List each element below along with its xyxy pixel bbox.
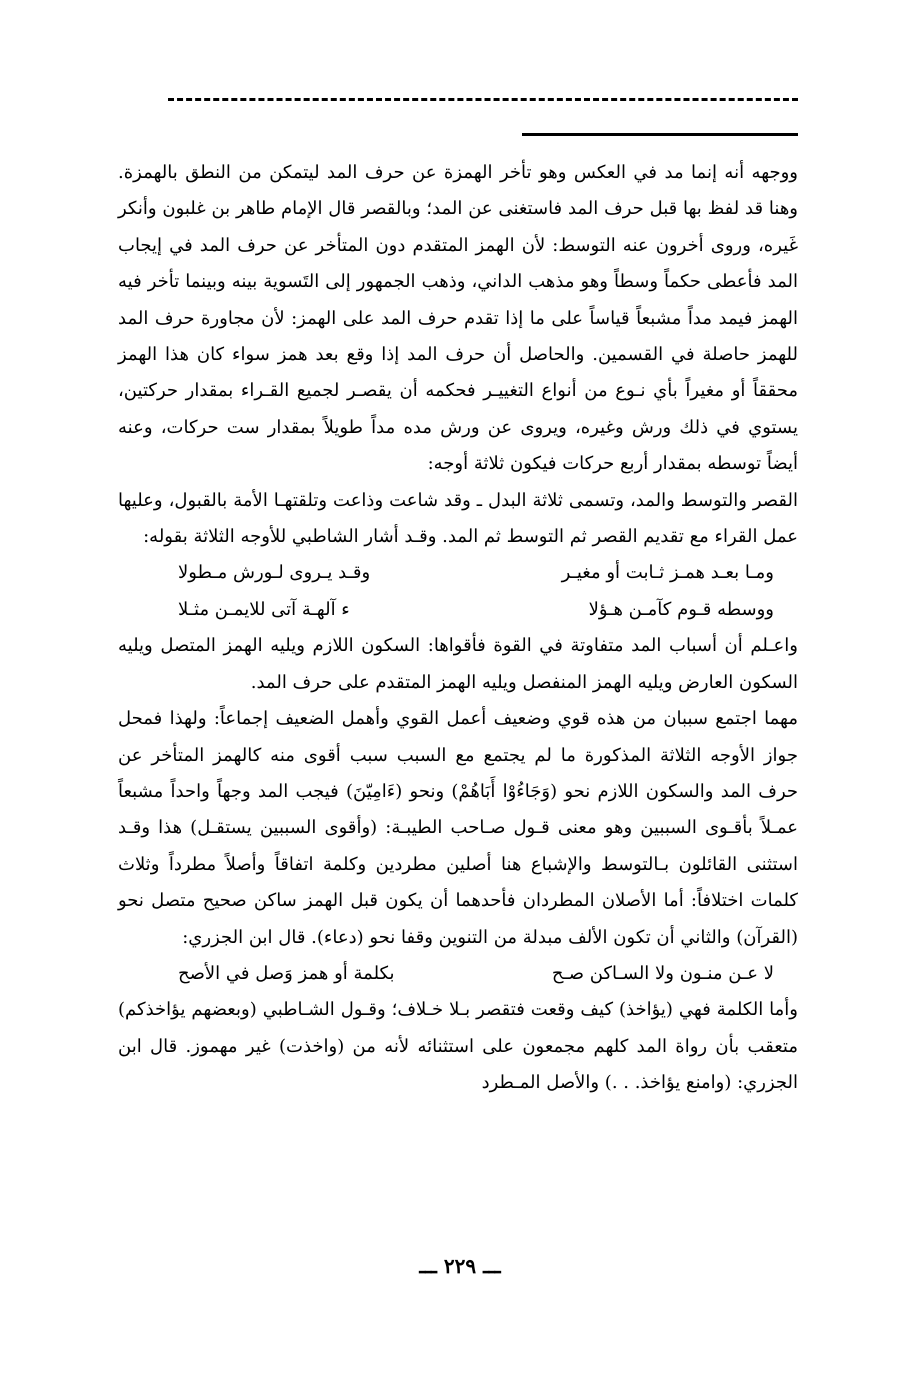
paragraph-3: واعـلم أن أسباب المد متفاوتة في القوة فأقواها: السكون اللازم ويليه الهمز المتصل ويليه السكون العارض ويليه الهمز المنفصل ويليه الهمز المتقدم على حرف المد. (118, 635, 798, 693)
body-text (118, 155, 798, 1102)
header-dashed-line (168, 98, 798, 101)
verse-line-3 (118, 956, 798, 992)
verse-2-left-hemistich: ء آلهـة آتى للايمـن مثـلا (178, 598, 350, 620)
paragraph-1: ووجهه أنه إنما مد في العكس وهو تأخر الهمزة عن حرف المد ليتمكن من النطق بالهمزة. وهنا قد لفظ بها قبل حرف المد فاستغنى عن المد؛ وبالقصر قال الإمام طاهر بن غلبون وأنكر غَيره، وروى أخرون عنه التوسط: لأن الهمز المتقدم دون المتأخر عن حرف المد في إيجاب المد فأعطى حكماً وسطاً وهو مذهب الداني، وذهب الجمهور إلى التَسوية بينه وبينما تأخر فيه الهمز فيمد مداً مشبعاً قياساً على ما إذا تقدم حرف المد على الهمز: لأن مجاورة حرف المد للهمز حاصلة في القسمين. والحاصل أن حرف المد إذا وقع بعد همز سواء كان هذا الهمز محققاً أو مغيراً بأي نـوع من أنواع التغييـر فحكمه أن يقصـر لجميع القـراء بمقدار حركتين، يستوي في ذلك ورش وغيره، ويروى عن ورش مده مداً طويلاً بمقدار ست حركات، وعنه أيضاً توسطه بمقدار أربع حركات فيكون ثلاثة أوجه: (118, 162, 798, 475)
verse-line-2 (118, 592, 798, 628)
page-number: ـــ ٢٢٩ ـــ (419, 1254, 501, 1278)
verse-1-left-hemistich: وقـد يـروى لـورش مـطولا (178, 562, 371, 584)
verse-3-left-hemistich: بكلمة أو همز وَصل في الأصح (178, 962, 395, 984)
paragraph-2: القصر والتوسط والمد، وتسمى ثلاثة البدل ـ وقد شاعت وذاعت وتلقتهـا الأمة بالقبول، وعليها عمل القراء مع تقديم القصر ثم التوسط ثم المد. وقـد أشار الشاطبي للأوجه الثلاثة بقوله: (118, 489, 798, 548)
paragraph-5: وأما الكلمة فهي (يؤاخذ) كيف وقعت فتقصر بـلا خـلاف؛ وقـول الشـاطبي (وبعضهم يؤاخذكم) متعقب بأن رواة المد كلهم مجمعون على استثنائه لأنه من (واخذت) غير مهموز. قال ابن الجزري: (وامنع يؤاخذ. . .) والأصل المـطرد (118, 999, 798, 1094)
paragraph-4: مهما اجتمع سببان من هذه قوي وضعيف أعمل القوي وأهمل الضعيف إجماعاً: ولهذا فمحل جواز الأوجه الثلاثة المذكورة ما لم يجتمع مع السبب سبب أقوى منه كالهمز المتأخر عن حرف المد والسكون اللازم نحو (وَجَاءُوْا أَبَاهُمْ) ونحو (ءَامِيّنَ) فيجب المد وجهاً واحداً مشبعاً عمـلاً بأقـوى السببين وهو معنى قـول صـاحب الطيبـة: (وأقوى السببين يستقـل) هذا وقـد استثنى القائلون بـالتوسط والإشباع هنا أصلين مطردين وكلمة اتفاقاً وأصلاً مطرداً وثلاث كلمات اختلافاً: أما الأصلان المطردان فأحدهما أن يكون قبل الهمز ساكن صحيح متصل نحو (القرآن) والثاني أن تكون الألف مبدلة من التنوين وقفا نحو (دعاء). قال ابن الجزري: (118, 708, 798, 948)
verse-line-1 (118, 555, 798, 591)
verse-1-right-hemistich: ومـا بعـد همـز ثـابت أو مغيـر (561, 562, 774, 584)
verse-2-right-hemistich: ووسطه قـوم كآمـن هـؤلا (588, 598, 774, 620)
header-rule (522, 133, 798, 136)
verse-3-right-hemistich: لا عـن منـون ولا السـاكن صـح (551, 962, 774, 984)
